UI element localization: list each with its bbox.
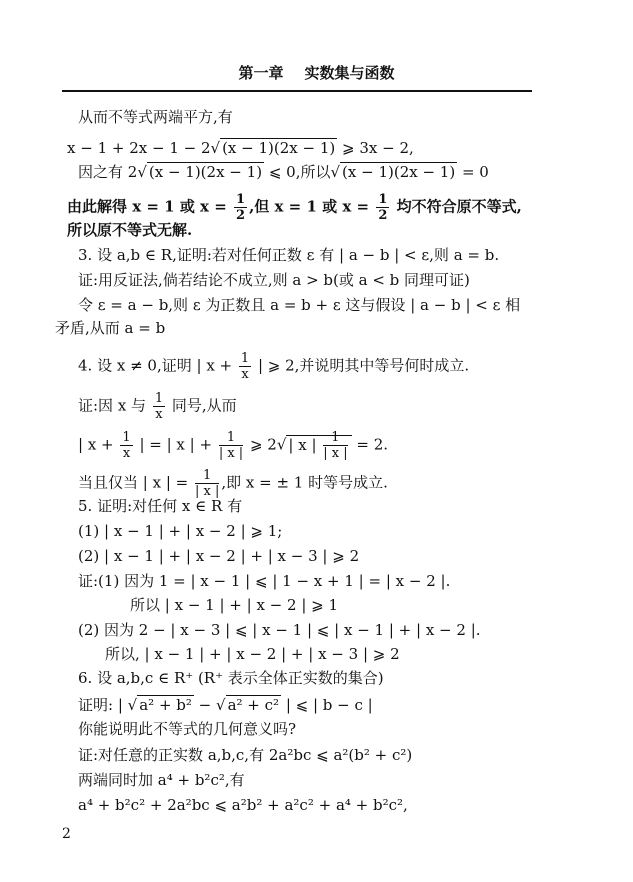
sqrt-expression: √ | x | $\frac{1}{| x |}$: [277, 430, 352, 461]
problem-3: 3. 设 a,b ∈ R,证明:若对任何正数 ε 有 | a − b | < ε,则 a = b.: [78, 246, 500, 264]
sqrt-expression: √ a² + c²: [216, 696, 280, 714]
fraction: $\frac{1}{2}$: [236, 192, 246, 223]
text-line-19: (2) 因为 2 − | x − 3 | ⩽ | x − 1 | ⩽ | x − 1 | + | x − 2 |.: [78, 621, 481, 639]
problem-5: 5. 证明:对任何 x ∈ R 有: [78, 497, 243, 515]
text-line-17: 证:(1) 因为 1 = | x − 1 | ⩽ | 1 − x + 1 | = | x − 2 |.: [78, 572, 451, 590]
text-line-18: 所以 | x − 1 | + | x − 2 | ⩾ 1: [130, 596, 339, 614]
fraction: $\frac{1}{x}$: [154, 391, 164, 422]
text-line-7: 证:用反证法,倘若结论不成立,则 a > b(或 a < b 同理可证): [78, 271, 470, 289]
running-header: [0, 62, 633, 83]
text-line-9: 矛盾,从而 a = b: [55, 319, 166, 337]
fraction: $\frac{1}{2}$: [378, 192, 388, 223]
text-line-12: | x + $\frac{1}{x}$ | = | x | + $\frac{1}{| x |}$ ⩾ 2√ | x | $\frac{1}{| x |}$ = 2.: [78, 430, 389, 461]
text-line-20: 所以, | x − 1 | + | x − 2 | + | x − 3 | ⩾ 2: [105, 645, 400, 663]
text-line-11: 证:因 x 与 $\frac{1}{x}$ 同号,从而: [78, 391, 237, 422]
text-line-13: 当且仅当 | x | = $\frac{1}{| x |}$ ,即 x = ± 1 时等号成立.: [78, 468, 388, 499]
sqrt-expression: √ (x − 1)(2x − 1): [330, 163, 456, 181]
text-line-25: 两端同时加 a⁴ + b²c²,有: [78, 771, 245, 789]
chapter-label: 第一章: [238, 64, 284, 82]
sqrt-expression: √ (x − 1)(2x − 1): [137, 163, 263, 181]
fraction: $\frac{1}{x}$: [240, 351, 250, 382]
fraction: $\frac{1}{| x |}$: [194, 468, 220, 499]
text-line-16: (2) | x − 1 | + | x − 2 | + | x − 3 | ⩾ 2: [78, 547, 360, 565]
fraction: $\frac{1}{x}$: [122, 430, 131, 461]
text-line-4: 由此解得 x = 1 或 x = $\frac{1}{2}$ ,但 x = 1 或 x = $\frac{1}{2}$ 均不符合原不等式,: [67, 192, 522, 223]
page-number: 2: [62, 826, 71, 842]
text-line-23: 你能说明此不等式的几何意义吗?: [78, 720, 297, 738]
problem-6: 6. 设 a,b,c ∈ R⁺ (R⁺ 表示全体正实数的集合): [78, 669, 384, 687]
text-line-5: 所以原不等式无解.: [67, 221, 193, 239]
text-line-26: a⁴ + b²c² + 2a²bc ⩽ a²b² + a²c² + a⁴ + b²c²,: [78, 796, 408, 814]
text-line-22: 证明: | √ a² + b² − √ a² + c² | ⩽ | b − c |: [78, 696, 373, 714]
problem-4: 4. 设 x ≠ 0,证明 | x + $\frac{1}{x}$ | ⩾ 2,并说明其中等号何时成立.: [78, 351, 470, 382]
header-rule: [62, 90, 532, 92]
text-line-8: 令 ε = a − b,则 ε 为正数且 a = b + ε 这与假设 | a − b | < ε 相: [78, 296, 521, 314]
fraction: $\frac{1}{| x |}$: [323, 430, 348, 461]
sqrt-expression: √ a² + b²: [127, 696, 192, 714]
text-line-15: (1) | x − 1 | + | x − 2 | ⩾ 1;: [78, 522, 283, 540]
chapter-title: 实数集与函数: [304, 64, 395, 82]
text-line-24: 证:对任意的正实数 a,b,c,有 2a²bc ⩽ a²(b² + c²): [78, 746, 413, 764]
text-line-2: x − 1 + 2x − 1 − 2√ (x − 1)(2x − 1) ⩾ 3x − 2,: [67, 139, 414, 157]
sqrt-expression: √ (x − 1)(2x − 1): [210, 139, 336, 157]
text-line-3: 因之有 2√ (x − 1)(2x − 1) ⩽ 0,所以√ (x − 1)(2x − 1) = 0: [78, 163, 489, 181]
text-line-1: 从而不等式两端平方,有: [78, 108, 233, 126]
fraction: $\frac{1}{| x |}$: [218, 430, 244, 461]
